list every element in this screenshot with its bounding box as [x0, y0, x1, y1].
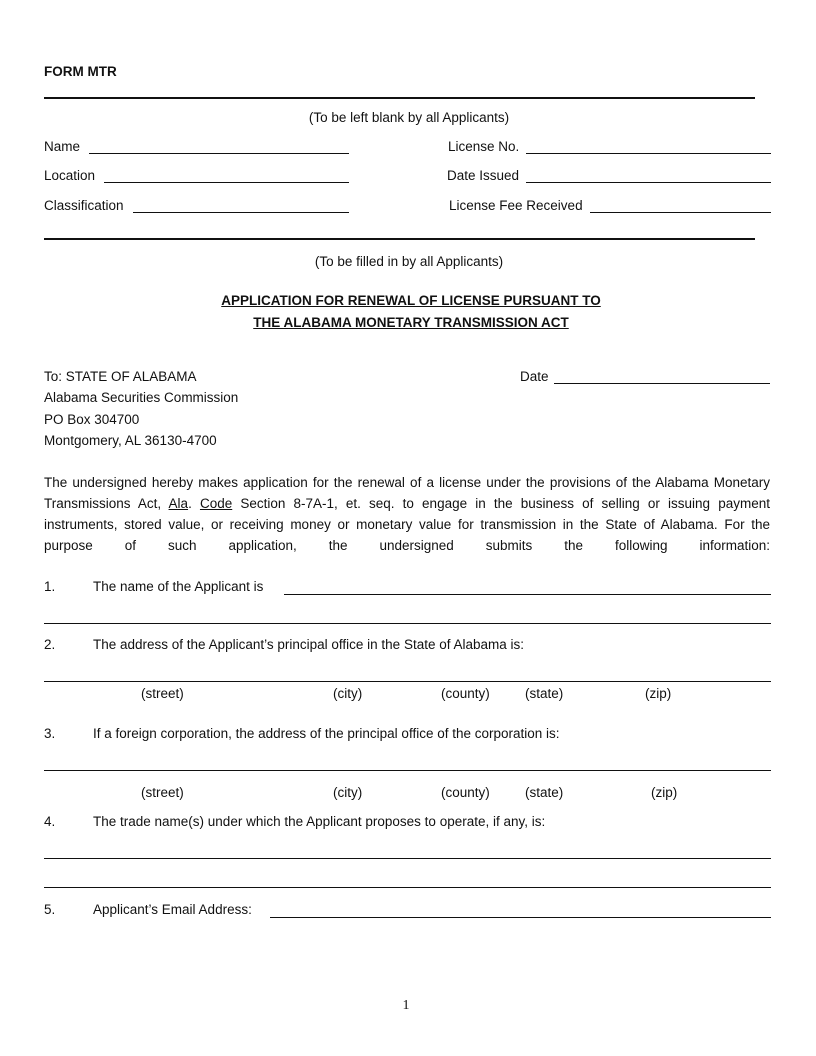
applicant-name-field-line2[interactable]: [44, 623, 771, 624]
applicant-name-field[interactable]: [284, 594, 771, 595]
license-fee-field[interactable]: [590, 212, 771, 213]
county-label: (county): [441, 686, 490, 701]
date-issued-field[interactable]: [526, 182, 771, 183]
intro-paragraph: [44, 472, 770, 556]
ala-abbrev: Ala: [168, 496, 189, 511]
state-label: (state): [525, 785, 564, 800]
date-label: Date: [520, 369, 549, 384]
item-number: 1.: [44, 579, 56, 594]
state-label: (state): [525, 686, 564, 701]
item-number: 3.: [44, 726, 56, 741]
divider: [44, 238, 755, 240]
applicant-note: (To be filled in by all Applicants): [314, 254, 504, 269]
date-issued-label: Date Issued: [447, 168, 520, 183]
city-label: (city): [333, 785, 363, 800]
trade-name-field-line2[interactable]: [44, 887, 771, 888]
address-line: PO Box 304700: [44, 412, 140, 427]
title-line-1: APPLICATION FOR RENEWAL OF LICENSE PURSUANT TO: [221, 293, 601, 308]
divider: [44, 97, 755, 99]
location-field[interactable]: [104, 182, 349, 183]
paragraph-text: Section 8-7A-1, et. seq. to engage in the business of selling or issuing payment instruments, stored value, or receiving money or monetary value for transmission in the State of Alabama. For the purpose of such application, the undersigned submits the following information:: [44, 496, 770, 553]
zip-label: (zip): [651, 785, 678, 800]
paragraph-text: .: [188, 496, 192, 511]
code-abbrev: Code: [199, 496, 233, 511]
classification-label: Classification: [44, 198, 124, 213]
item-number: 2.: [44, 637, 56, 652]
alabama-address-field[interactable]: [44, 681, 771, 682]
form-id: FORM MTR: [44, 64, 117, 79]
office-note: (To be left blank by all Applicants): [308, 110, 510, 125]
paragraph-text: The undersigned hereby makes application for the renewal of a license under the provisions of the Alabama Monetary Transmissions Act,: [44, 475, 770, 511]
classification-field[interactable]: [133, 212, 349, 213]
item-4-label: The trade name(s) under which the Applicant proposes to operate, if any, is:: [93, 814, 546, 829]
name-label: Name: [44, 139, 81, 154]
address-to: To: STATE OF ALABAMA: [44, 369, 197, 384]
location-label: Location: [44, 168, 96, 183]
email-field[interactable]: [270, 917, 771, 918]
address-line: Montgomery, AL 36130-4700: [44, 433, 217, 448]
street-label: (street): [141, 785, 184, 800]
trade-name-field[interactable]: [44, 858, 771, 859]
item-5-label: Applicant’s Email Address:: [93, 902, 252, 917]
item-number: 5.: [44, 902, 56, 917]
address-line: Alabama Securities Commission: [44, 390, 239, 405]
title-line-2: THE ALABAMA MONETARY TRANSMISSION ACT: [253, 315, 569, 330]
zip-label: (zip): [645, 686, 672, 701]
item-2-label: The address of the Applicant’s principal office in the State of Alabama is:: [93, 637, 525, 652]
name-field[interactable]: [89, 153, 349, 154]
city-label: (city): [333, 686, 363, 701]
page-number: 1: [402, 998, 410, 1013]
street-label: (street): [141, 686, 184, 701]
date-field[interactable]: [554, 383, 770, 384]
item-number: 4.: [44, 814, 56, 829]
foreign-address-field[interactable]: [44, 770, 771, 771]
item-1-label: The name of the Applicant is: [93, 579, 264, 594]
license-fee-label: License Fee Received: [449, 198, 583, 213]
county-label: (county): [441, 785, 490, 800]
license-no-label: License No.: [448, 139, 520, 154]
license-no-field[interactable]: [526, 153, 771, 154]
item-3-label: If a foreign corporation, the address of the principal office of the corporation is:: [93, 726, 560, 741]
